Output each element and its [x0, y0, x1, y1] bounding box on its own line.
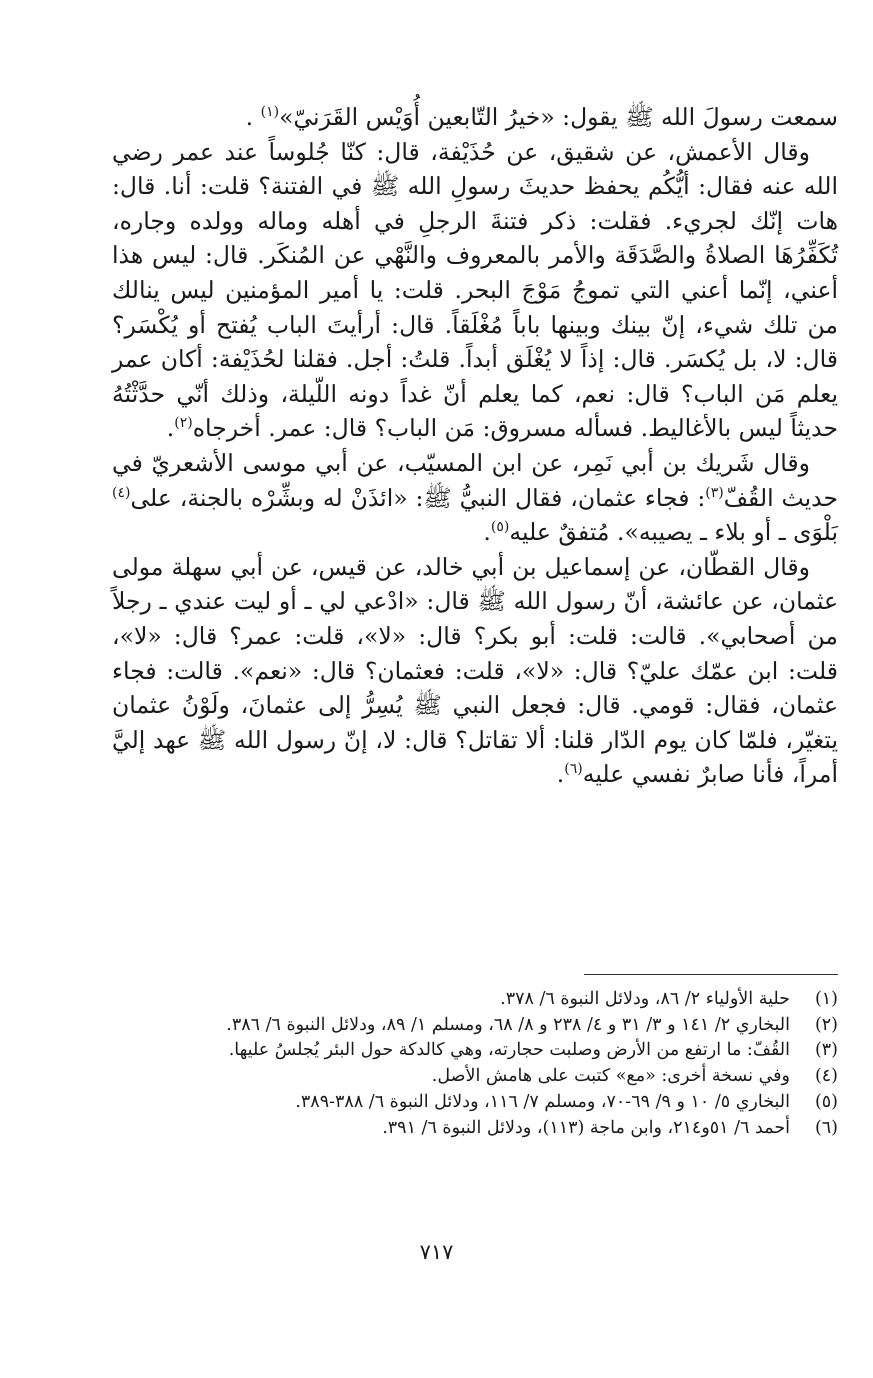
footnotes [112, 987, 838, 1141]
footnote-number: (٢) [814, 1014, 838, 1035]
footnote-6 [112, 1116, 838, 1142]
paragraph-1 [112, 100, 838, 135]
footnote-text: أحمد ٦/ ٥١و٢١٤، وابن ماجة (١١٣)، ودلائل النبوة ٦/ ٣٩١. [382, 1117, 790, 1138]
paragraph-4 [112, 550, 838, 792]
footnote-number: (١) [814, 989, 838, 1009]
footnote-ref-1: (١) [260, 104, 280, 121]
footnote-ref-4: (٤) [112, 484, 131, 501]
footnote-ref-5: (٥) [490, 519, 510, 536]
footnote-5 [112, 1090, 838, 1116]
footnote-2 [112, 1013, 838, 1039]
footnote-4 [112, 1064, 838, 1090]
footnote-text: القُفّ: ما ارتفع من الأرض وصلبت حجارته، وهي كالدكة حول البئر يُجلسُ عليها. [228, 1040, 790, 1061]
paragraph-1-end: . [245, 103, 254, 131]
paragraph-3-text-c: بَلْوَى ـ أو بلاء ـ يصيبه». مُتفقٌ عليه [509, 518, 838, 547]
footnote-ref-6: (٦) [564, 761, 583, 778]
footnote-number: (٦) [814, 1117, 838, 1138]
footnote-text: وفي نسخة أخرى: «مع» كتبت على هامش الأصل. [431, 1066, 790, 1087]
footnote-divider [584, 974, 838, 975]
footnote-text: البخاري ٢/ ١٤١ و ٣/ ٣١ و ٤/ ٢٣٨ و ٨/ ٦٨، ومسلم ١/ ٨٩، ودلائل النبوة ٦/ ٣٨٦. [226, 1014, 790, 1035]
paragraph-4-end: . [556, 760, 565, 789]
paragraph-4-text: وقال القطّان، عن إسماعيل بن أبي خالد، عن قيس، عن أبي سهلة مولى عثمان، عن عائشة، أنّ رسول الله ﷺ قال: «ادْعي لي ـ أو ليت عندي ـ رجلاً من أصحابي». قالت: قلت: أبو بكر؟ قال: «لا»، قلت: عمر؟ قال: «لا»، قلت: ابن عمّك عليّ؟ قال: «لا»، قلت: فعثمان؟ قال: «نعم». قالت: فجاء عثمان، فقال: قومي. قال: فجعل النبي ﷺ يُسِرُّ إلى عثمانَ، ولَوْنُ عثمان يتغيّر، فلمّا كان يوم الدّار قلنا: ألا تقاتل؟ قال: لا، إنّ رسول الله ﷺ عهد إليَّ أمراً، فأنا صابرٌ نفسي عليه [112, 552, 838, 789]
footnote-number: (٤) [814, 1066, 838, 1087]
paragraph-3 [112, 446, 838, 550]
paragraph-2-text: وقال الأعمش، عن شقيق، عن حُذَيْفة، قال: كنّا جُلوساً عند عمر رضي الله عنه فقال: أيُّكُم يحفظ حديثَ رسولِ الله ﷺ في الفتنة؟ قلت: أنا. قال: هات إنّك لجريء. فقلت: ذكر فتنةَ الرجلِ في أهله وماله وولده وجاره، تُكَفِّرُهَا الصلاةُ والصَّدَقَة والأمر بالمعروف والنَّهْي عن المُنكَر. قال: ليس هذا أعني، إنّما أعني التي تموجُ مَوْجَ البحر. قلت: يا أمير المؤمنين ليس ينالك من تلك شيء، إنّ بينك وبينها باباً مُغْلَقاً. قال: أرأيتَ الباب يُفتح أو يُكْسَر؟ قال: لا، بل يُكسَر. قال: إذاً لا يُغْلَق أبداً. قلتُ: أجل. فقلنا لحُذَيْفة: أكان عمر يعلم مَن الباب؟ قال: نعم، كما يعلم أنّ غداً دونه اللّيلة، وذلك أنّي حدَّثْتُهُ حديثاً ليس بالأغاليط. فسأله مسروق: مَن الباب؟ قال: عمر. أخرجاه [112, 137, 838, 443]
footnote-ref-2: (٢) [174, 415, 193, 432]
footnote-3 [112, 1038, 838, 1064]
paragraph-1-text: سمعت رسولَ الله ﷺ يقول: «خيرُ التّابعين أُوَيْس القَرَنيّ» [279, 103, 838, 131]
paragraph-2 [112, 135, 838, 446]
paragraph-3-text-b: : فجاء عثمان، فقال النبيُّ ﷺ: «ائذَنْ له وبشِّرْه بالجنة، على [130, 483, 706, 512]
footnote-text: حلية الأولياء ٢/ ٨٦، ودلائل النبوة ٦/ ٣٧٨. [500, 989, 790, 1009]
footnote-1 [112, 987, 838, 1013]
paragraph-3-end: . [483, 518, 491, 547]
paragraph-3-text-a: وقال شَريك بن أبي نَمِر، عن ابن المسيّب، عن أبي موسى الأشعريّ في حديث القُفّ [112, 448, 838, 512]
page-number: ٧١٧ [419, 1240, 454, 1264]
main-text [112, 100, 838, 792]
footnote-number: (٣) [814, 1040, 838, 1061]
footnote-number: (٥) [814, 1091, 838, 1112]
paragraph-2-end: . [166, 414, 175, 443]
footnote-ref-3: (٣) [705, 484, 724, 501]
footnote-text: البخاري ٥/ ١٠ و ٩/ ٦٩-٧٠، ومسلم ٧/ ١١٦، ودلائل النبوة ٦/ ٣٨٨-٣٨٩. [295, 1091, 790, 1112]
